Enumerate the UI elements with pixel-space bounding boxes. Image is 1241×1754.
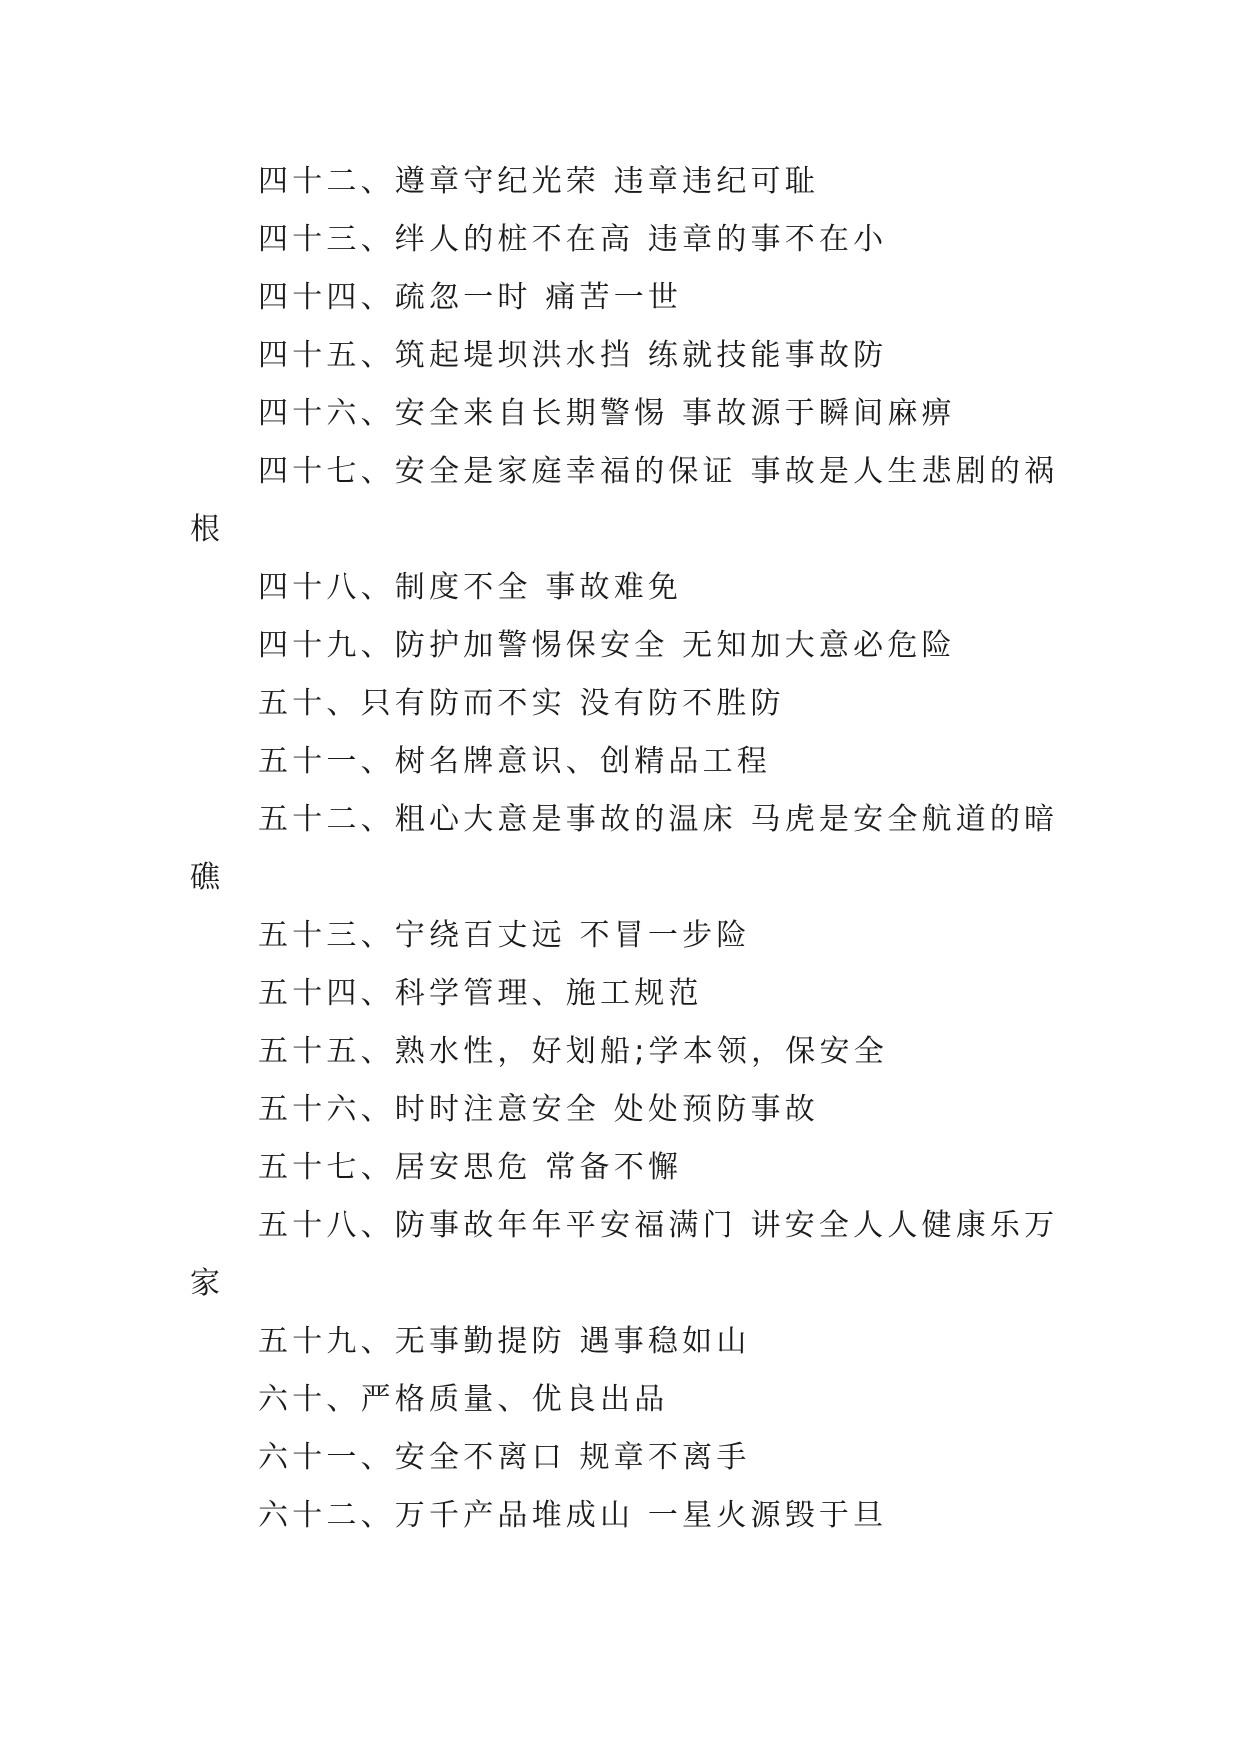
slogan-item: 五十七、居安思危 常备不懈 [258,1150,683,1185]
slogan-item: 五十六、时时注意安全 处处预防事故 [258,1092,819,1127]
slogan-item: 五十二、粗心大意是事故的温床 马虎是安全航道的暗礁 [190,802,1059,895]
slogan-item: 五十八、防事故年年平安福满门 讲安全人人健康乐万家 [190,1208,1059,1301]
slogan-item: 四十二、遵章守纪光荣 违章违纪可耻 [258,164,819,199]
slogan-item: 六十二、万千产品堆成山 一星火源毁于旦 [258,1498,888,1533]
slogan-item: 五十三、宁绕百丈远 不冒一步险 [258,918,751,953]
slogan-item: 六十、严格质量、优良出品 [258,1382,669,1417]
slogan-item: 四十四、疏忽一时 痛苦一世 [258,280,683,315]
slogan-item: 六十一、安全不离口 规章不离手 [258,1440,751,1475]
slogan-item: 四十八、制度不全 事故难免 [258,570,683,605]
slogan-item: 五十四、科学管理、施工规范 [258,976,703,1011]
slogan-item: 五十、只有防而不实 没有防不胜防 [258,686,785,721]
slogan-item: 五十五、熟水性，好划船;学本领，保安全 [258,1034,888,1069]
slogan-item: 四十五、筑起堤坝洪水挡 练就技能事故防 [258,338,888,373]
slogan-item: 四十七、安全是家庭幸福的保证 事故是人生悲剧的祸根 [190,454,1059,547]
slogan-item: 五十九、无事勤提防 遇事稳如山 [258,1324,751,1359]
slogan-item: 四十三、绊人的桩不在高 违章的事不在小 [258,222,888,257]
slogan-item: 五十一、树名牌意识、创精品工程 [258,744,771,779]
slogan-item: 四十九、防护加警惕保安全 无知加大意必危险 [258,628,956,663]
slogan-list [190,153,1060,1545]
slogan-item: 四十六、安全来自长期警惕 事故源于瞬间麻痹 [258,396,956,431]
